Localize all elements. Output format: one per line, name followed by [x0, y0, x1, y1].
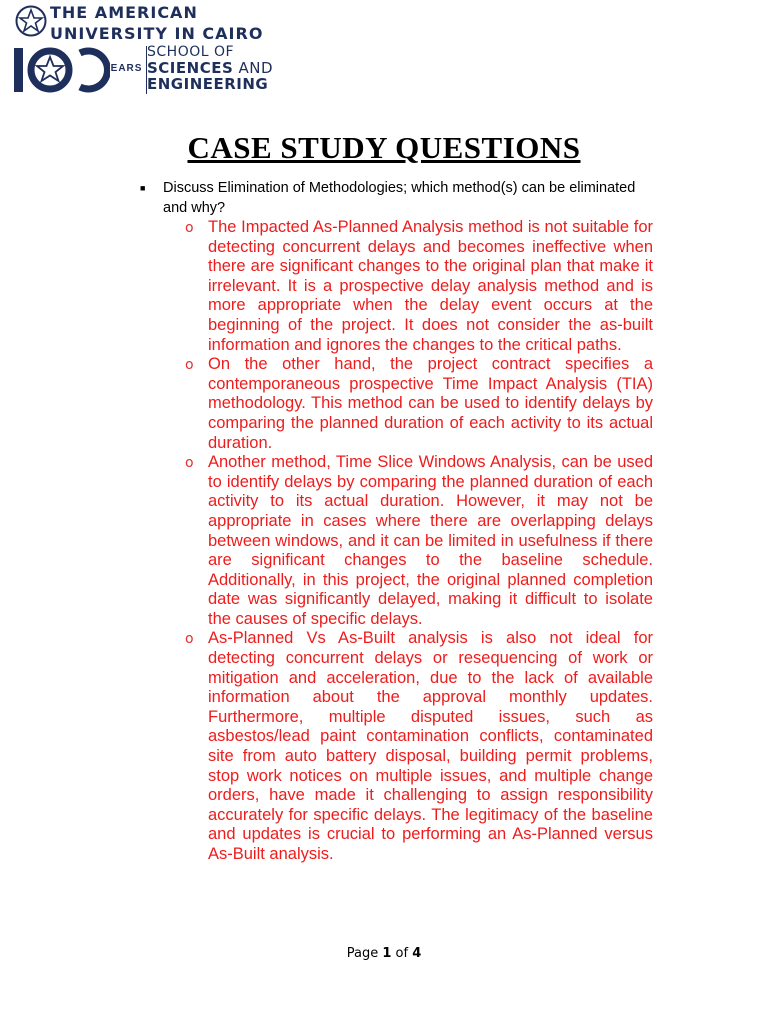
circle-bullet-icon: o [185, 220, 194, 236]
answer-text: As-Planned Vs As-Built analysis is also not ideal for detecting concurrent delays or resequencing of work or mitigation and acceleration, due to the lack of available information about the approval monthly updates. Furthermore, multiple disputed issues, such as asbestos/lead paint contamination conflicts, contaminated site from auto battery disposal, building permit problems, stop work notices on multiple issues, and multiple change orders, have made it challenging to assign responsibility accurately for specific delays. The legitimacy of the baseline and updates is crucial to performing an As-Planned versus As-Built analysis. [208, 629, 653, 863]
star-seal-icon [15, 5, 47, 37]
page-footer [0, 946, 768, 961]
school-line2 [147, 60, 273, 76]
school-name [147, 44, 273, 92]
of-word: of [395, 946, 409, 961]
answer-item [185, 218, 653, 355]
answer-item [185, 453, 653, 629]
answer-text: The Impacted As-Planned Analysis method is not suitable for detecting concurrent delays and becomes ineffective when there are significant changes to the original plan that make it irrelevant. It is a prospective delay analysis method and is more appropriate when the delay event occurs at the beginning of the project. It does not consider the as-built information and ignores the changes to the critical paths. [208, 218, 653, 354]
university-header [10, 0, 330, 100]
document-title: CASE STUDY QUESTIONS [187, 130, 581, 165]
answer-text: Another method, Time Slice Windows Analysis, can be used to identify delays by comparing the planned duration of each activity to its actual duration. However, it may not be appropriate in cases where there are overlapping delays between windows, and it can be limited in usefulness if there are significant changes to the baseline schedule. Additionally, in this project, the original planned completion date was significantly delayed, making it difficult to isolate the causes of specific delays. [208, 453, 653, 628]
school-line1: SCHOOL OF [147, 44, 235, 60]
answer-item [185, 355, 653, 453]
answer-list [185, 218, 653, 865]
circle-bullet-icon: o [185, 357, 194, 374]
page-total: 4 [412, 946, 422, 961]
square-bullet-icon: ■ [140, 183, 146, 193]
school-line2-sciences: SCIENCES [147, 59, 234, 77]
university-name-line1: THE AMERICAN [50, 3, 198, 22]
question-text: Discuss Elimination of Methodologies; which method(s) can be eliminated and why? [163, 180, 636, 216]
university-name-line2: UNIVERSITY IN CAIRO [50, 24, 264, 43]
circle-bullet-icon: o [185, 455, 194, 472]
circle-bullet-icon: o [185, 631, 194, 648]
page-current: 1 [382, 946, 392, 961]
school-line3: ENGINEERING [147, 75, 269, 93]
answer-item [185, 629, 653, 864]
answer-text: On the other hand, the project contract specifies a contemporaneous prospective Time Impact Analysis (TIA) methodology. This method can be used to identify delays by comparing the planned duration of each activity to its actual duration. [208, 355, 653, 452]
question-item [140, 178, 660, 218]
centennial-100-logo [10, 44, 110, 96]
years-label: YEARS [103, 63, 143, 74]
school-line2-and: AND [233, 59, 274, 77]
page-word: Page [346, 946, 379, 961]
